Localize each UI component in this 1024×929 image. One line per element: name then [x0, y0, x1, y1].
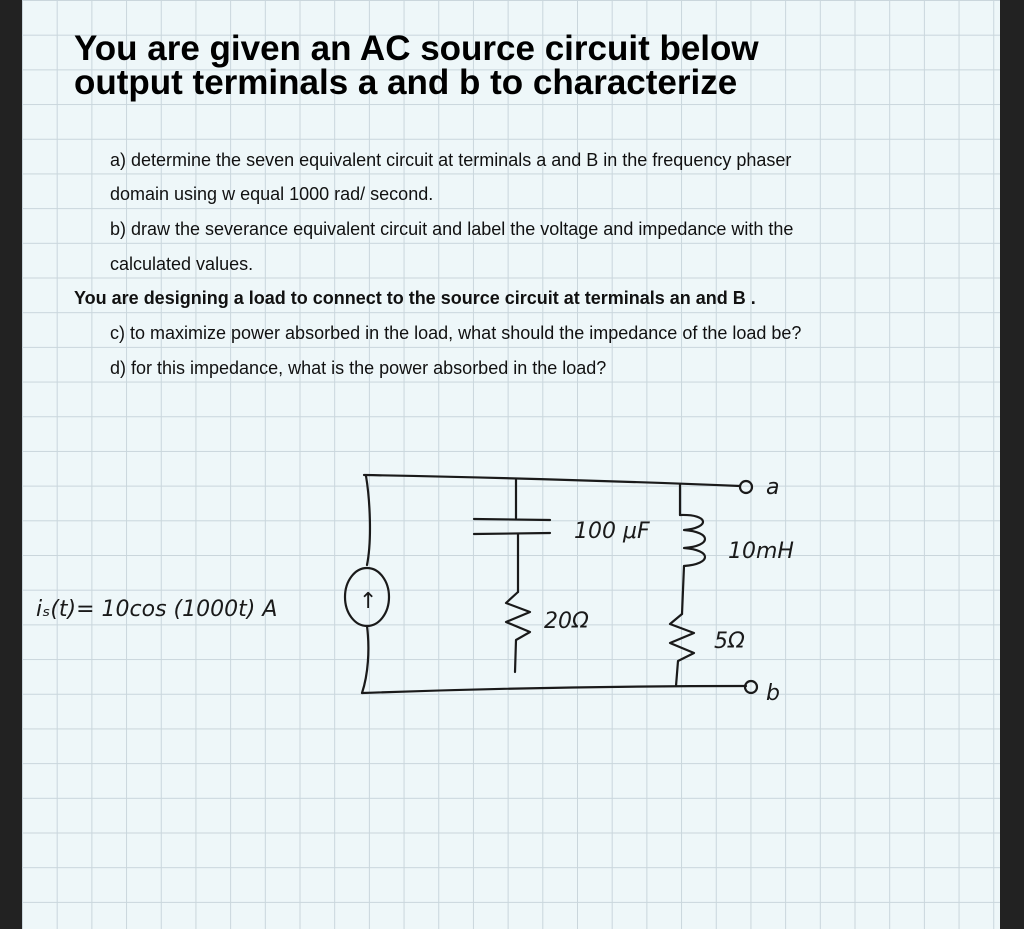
- bottom-wire: [362, 686, 746, 693]
- inductor-label: 10mH: [728, 539, 794, 564]
- circuit-diagram: [22, 0, 1000, 929]
- terminal-b-label: b: [766, 681, 780, 706]
- resistor-20-zigzag: [506, 592, 530, 672]
- question-a-line-2: domain using w equal 1000 rad/ second.: [110, 184, 434, 204]
- question-b-line-2: calculated values.: [110, 254, 254, 274]
- capacitor-label: 100 μF: [574, 519, 650, 544]
- left-wire-bottom: [362, 626, 368, 693]
- source-label: iₛ(t)= 10cos (1000t) A: [36, 597, 278, 622]
- terminal-a-node: [740, 481, 752, 493]
- resistor-5-label: 5Ω: [714, 629, 745, 654]
- question-a-line-1: a) determine the seven equivalent circuit at terminals a and B in the frequency phaser: [110, 150, 792, 170]
- capacitor-plate-top: [474, 519, 550, 520]
- top-wire: [364, 475, 740, 486]
- inductor-wire-bottom: [682, 566, 684, 614]
- source-arrow-icon: ↑: [359, 589, 378, 614]
- left-wire-top: [366, 476, 370, 565]
- resistor-20-label: 20Ω: [544, 609, 589, 634]
- question-c: c) to maximize power absorbed in the load, what should the impedance of the load be?: [110, 323, 802, 343]
- capacitor-plate-bottom: [474, 533, 550, 534]
- title-line-2: output terminals a and b to characterize: [74, 63, 738, 102]
- terminal-b-node: [745, 681, 757, 693]
- inductor-coil: [680, 515, 705, 566]
- question-d: d) for this impedance, what is the power absorbed in the load?: [110, 358, 607, 378]
- resistor-5-zigzag: [670, 614, 694, 686]
- question-b-line-1: b) draw the severance equivalent circuit and label the voltage and impedance with the: [110, 219, 794, 239]
- title-line-1: You are given an AC source circuit below: [74, 29, 759, 68]
- notebook-page: [22, 0, 1000, 929]
- terminal-a-label: a: [766, 475, 780, 500]
- design-statement: You are designing a load to connect to the source circuit at terminals an and B .: [74, 288, 756, 308]
